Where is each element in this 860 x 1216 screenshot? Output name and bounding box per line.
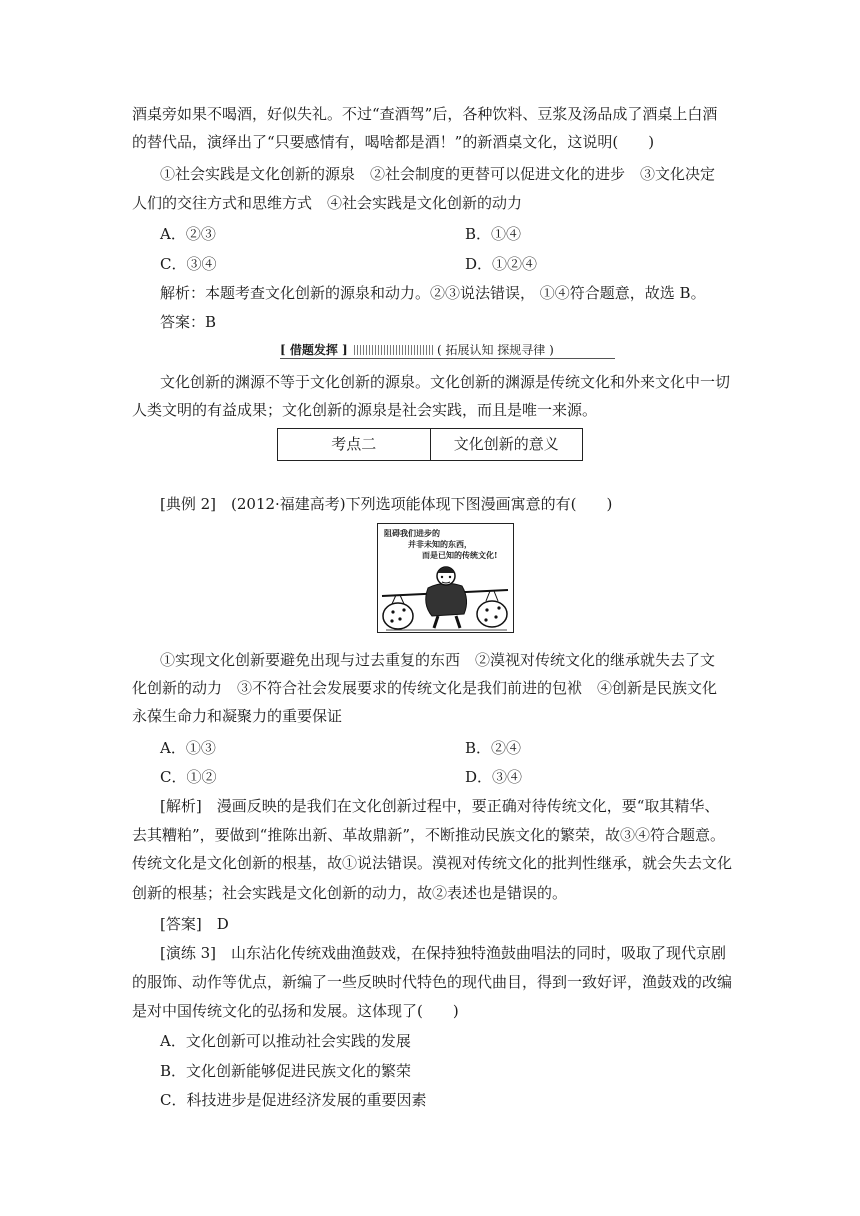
q1-option-a: A．②③ (160, 225, 216, 243)
kaodian-label: 考点二 (278, 429, 431, 460)
q1-stem-line-1: 酒桌旁如果不喝酒，好似失礼。不过“查酒驾”后，各种饮料、豆浆及汤品成了酒桌上白酒 (132, 105, 718, 123)
section-banner (280, 341, 615, 359)
ex2-analysis-line-2: 去其糟粕”，要做到“推陈出新、革故鼎新”，不断推动民族文化的繁荣，故③④符合题意。 (132, 826, 726, 844)
ex2-option-a: A．①③ (160, 739, 216, 757)
cartoon-caption-line-1: 阻碍我们进步的 (384, 528, 440, 538)
ex2-analysis-line-1: [解析] 漫画反映的是我们在文化创新过程中，要正确对待传统文化，要“取其精华、 (160, 797, 720, 815)
tip-line-1: 文化创新的渊源不等于文化创新的源泉。文化创新的渊源是传统文化和外来文化中一切 (160, 373, 731, 391)
drill3-option-c: C．科技进步是促进经济发展的重要因素 (160, 1091, 427, 1109)
q1-stem-line-2: 的替代品，演绎出了“只要感情有，喝啥都是酒！”的新酒桌文化，这说明( ) (132, 133, 655, 151)
kaodian-table (277, 428, 583, 461)
q1-option-b: B．①④ (465, 225, 522, 243)
ex2-statements-line-1: ①实现文化创新要避免出现与过去重复的东西 ②漠视对传统文化的继承就失去了文 (160, 651, 716, 669)
ex2-stem: [典例 2] (2012·福建高考)下列选项能体现下图漫画寓意的有( ) (160, 495, 613, 513)
ex2-statements-line-3: 永葆生命力和凝聚力的重要保证 (132, 707, 343, 725)
ex2-option-c: C．①② (160, 768, 217, 786)
ex2-analysis-line-4: 创新的根基；社会实践是文化创新的动力，故②表述也是错误的。 (132, 884, 568, 902)
q1-option-c: C．③④ (160, 255, 217, 273)
cartoon-caption-line-3: 而是已知的传统文化! (422, 550, 498, 560)
cartoon-caption (382, 528, 512, 561)
ex2-option-b: B．②④ (465, 739, 522, 757)
ex2-analysis-line-3: 传统文化是文化创新的根基，故①说法错误。漠视对传统文化的批判性继承，就会失去文化 (132, 854, 733, 872)
banner-label-right: ( 拓展认知 探规寻律 ) (437, 343, 554, 357)
q1-answer: 答案：B (160, 313, 217, 331)
banner-dotted-fill (354, 345, 434, 355)
ex2-statements-line-2: 化创新的动力 ③不符合社会发展要求的传统文化是我们前进的包袱 ④创新是民族文化 (132, 679, 718, 697)
drill3-option-b: B．文化创新能够促进民族文化的繁荣 (160, 1062, 412, 1080)
ex2-answer: [答案] D (160, 915, 229, 933)
banner-underline (280, 358, 615, 359)
drill3-option-a: A．文化创新可以推动社会实践的发展 (160, 1032, 411, 1050)
banner-label-left: [ 借题发挥 ] (280, 343, 348, 357)
q1-statements-line-1: ①社会实践是文化创新的源泉 ②社会制度的更替可以促进文化的进步 ③文化决定 (160, 165, 716, 183)
q1-option-d: D．①②④ (465, 255, 538, 273)
drill3-stem-line-2: 的服饰、动作等优点，新编了一些反映时代特色的现代曲目，得到一致好评，渔鼓戏的改编 (132, 973, 733, 991)
cartoon-caption-line-2: 并非未知的东西， (408, 539, 472, 549)
cartoon-image (377, 523, 514, 633)
q1-statements-line-2: 人们的交往方式和思维方式 ④社会实践是文化创新的动力 (132, 194, 523, 212)
ex2-option-d: D．③④ (465, 768, 523, 786)
drill3-stem-line-1: [演练 3] 山东沾化传统戏曲渔鼓戏，在保持独特渔鼓曲唱法的同时，吸取了现代京剧 (160, 944, 727, 962)
q1-analysis: 解析：本题考查文化创新的源泉和动力。②③说法错误， ①④符合题意，故选 B。 (160, 284, 706, 302)
tip-line-2: 人类文明的有益成果；文化创新的源泉是社会实践，而且是唯一来源。 (132, 401, 598, 419)
drill3-stem-line-3: 是对中国传统文化的弘扬和发展。这体现了( ) (132, 1002, 459, 1020)
kaodian-title: 文化创新的意义 (453, 435, 559, 453)
